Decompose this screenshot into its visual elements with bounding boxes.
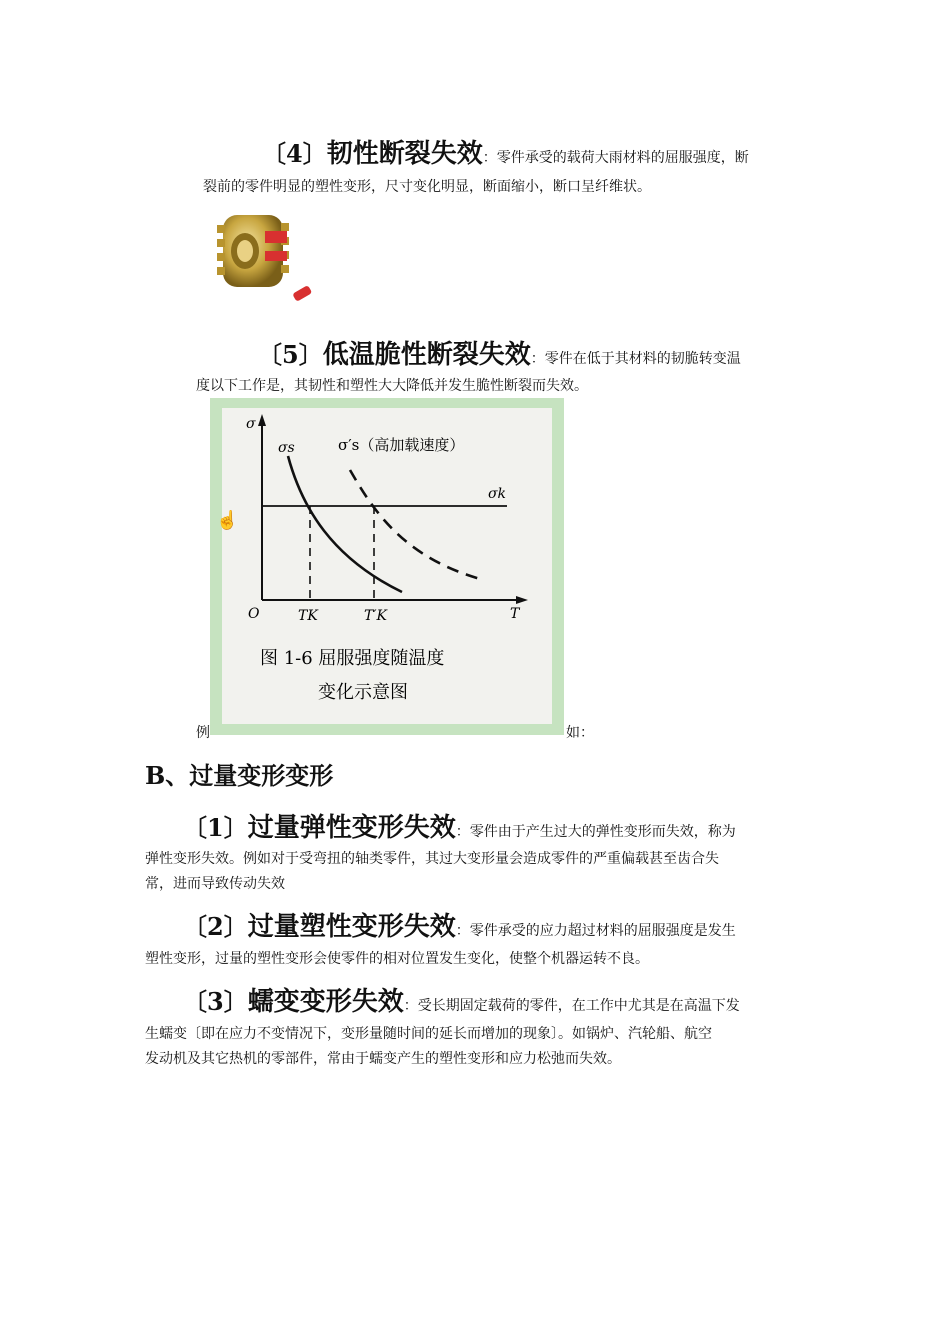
- s5-colon: ：: [530, 351, 545, 367]
- b3-text-line3: 发动机及其它热机的零部件，常由于蠕变产生的塑性变形和应力松弛而失效。: [145, 1051, 621, 1067]
- b3-heading: [183, 981, 740, 1018]
- gear-image: [205, 205, 325, 310]
- s4-colon: ：: [482, 150, 497, 166]
- s5-title: 低温脆性断裂失效: [322, 340, 531, 370]
- example-left: 例: [196, 725, 210, 741]
- b3-text-line1: 受长期固定载荷的零件，在工作中尤其是在高温下发: [417, 998, 740, 1014]
- s4-heading: [262, 133, 749, 170]
- b3-text-line2: 生蠕变〔即在应力不变情况下，变形量随时间的延长而增加的现象〕。如锅炉、汽轮船、航空: [145, 1026, 712, 1042]
- label-sigma-k: σk: [488, 486, 507, 502]
- label-sigma-s: σs: [278, 440, 295, 456]
- b1-colon: ：: [455, 824, 470, 840]
- label-sigma: σ: [246, 416, 256, 432]
- figure-svg: [222, 408, 552, 724]
- s5-number: 〔5〕: [258, 340, 323, 369]
- b2-text-line2: 塑性变形，过量的塑性变形会使零件的相对位置发生变化，使整个机器运转不良。: [145, 951, 649, 967]
- hand-cursor-icon: ☝: [216, 510, 239, 531]
- s4-title: 韧性断裂失效: [326, 139, 483, 169]
- gear-icon: [205, 205, 325, 310]
- label-t-axis: T: [510, 606, 520, 622]
- example-right: 如：: [566, 725, 594, 741]
- s4-text-line1: 零件承受的载荷大雨材料的屈服强度，断: [496, 150, 749, 166]
- section-b-title: B、过量变形变形: [145, 761, 334, 790]
- sigma-s-curve: [288, 456, 402, 592]
- b1-heading: [183, 807, 736, 844]
- b3-colon: ：: [403, 998, 418, 1014]
- figure-inner: [222, 408, 552, 724]
- s5-text-line2: 度以下工作是，其韧性和塑性大大降低并发生脆性断裂而失效。: [196, 378, 588, 394]
- b3-title: 蠕变变形失效: [247, 987, 404, 1017]
- label-origin: O: [248, 606, 260, 622]
- sigma-s-prime-curve: [350, 470, 484, 580]
- y-axis-arrow: [258, 414, 266, 426]
- b2-colon: ：: [455, 923, 470, 939]
- label-tk: TK: [298, 608, 318, 624]
- b1-number: 〔1〕: [183, 813, 248, 842]
- b3-number: 〔3〕: [183, 987, 248, 1016]
- figure-yield-strength: [210, 398, 564, 735]
- b2-number: 〔2〕: [183, 912, 248, 941]
- b1-text-line1: 零件由于产生过大的弹性变形而失效，称为: [469, 824, 736, 840]
- label-sigma-s-prime: σ′s（高加载速度）: [338, 436, 465, 454]
- b2-heading: [183, 906, 736, 943]
- s5-heading: [258, 334, 741, 371]
- s4-text-line2: 裂前的零件明显的塑性变形，尺寸变化明显，断面缩小，断口呈纤维状。: [203, 179, 651, 195]
- figure-caption-line1: 图 1-6 屈服强度随温度: [260, 648, 445, 669]
- b1-text-line3: 常，进而导致传动失效: [145, 876, 285, 892]
- b2-text-line1: 零件承受的应力超过材料的屈服强度是发生: [469, 923, 736, 939]
- label-tk-prime: T′K: [364, 608, 387, 624]
- b1-text-line2: 弹性变形失效。例如对于受弯扭的轴类零件，其过大变形量会造成零件的严重偏载甚至齿合失: [145, 851, 719, 867]
- b1-title: 过量弹性变形失效: [247, 813, 456, 843]
- s4-number: 〔4〕: [262, 139, 327, 168]
- figure-caption-line2: 变化示意图: [318, 682, 408, 703]
- x-axis-arrow: [516, 596, 528, 604]
- b2-title: 过量塑性变形失效: [247, 912, 456, 942]
- s5-text-line1: 零件在低于其材料的韧脆转变温: [544, 351, 741, 367]
